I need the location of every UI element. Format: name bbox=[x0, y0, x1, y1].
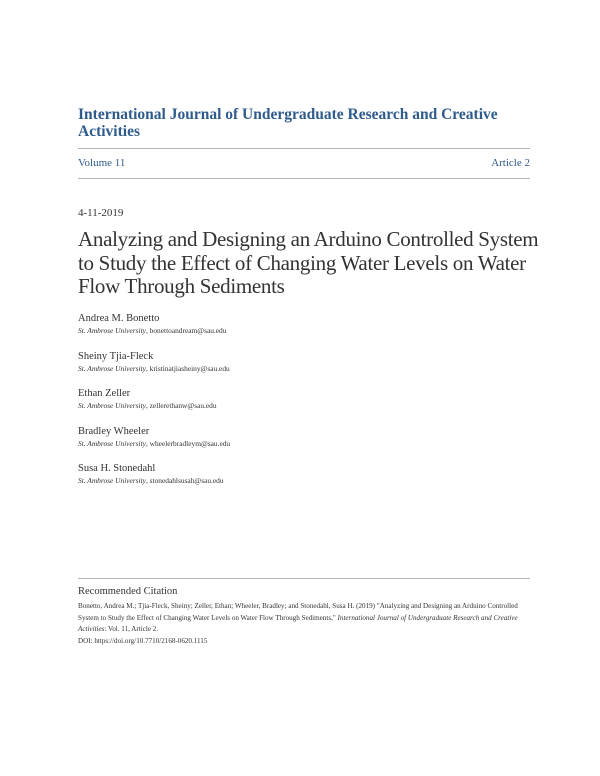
citation-doi[interactable]: DOI: https://doi.org/10.7710/2168-0620.1115 bbox=[78, 636, 208, 645]
author-university: St. Ambrose University bbox=[78, 363, 146, 373]
author-email: , wheelerbradleym@sau.edu bbox=[145, 438, 231, 448]
article-link[interactable]: Article 2 bbox=[491, 157, 530, 169]
recommended-citation-heading: Recommended Citation bbox=[78, 586, 178, 597]
citation-volume: : Vol. 11, Article 2. bbox=[104, 625, 159, 633]
author-entry bbox=[78, 462, 538, 500]
author-affiliation bbox=[78, 363, 538, 375]
author-name: Bradley Wheeler bbox=[78, 425, 150, 437]
author-university: St. Ambrose University bbox=[78, 326, 146, 335]
author-name: Ethan Zeller bbox=[78, 388, 131, 399]
header-divider bbox=[78, 178, 530, 179]
author-affiliation bbox=[78, 438, 538, 450]
author-entry bbox=[78, 312, 538, 350]
author-email: , stonedahlsusah@sau.edu bbox=[145, 476, 224, 485]
author-name: Andrea M. Bonetto bbox=[78, 313, 160, 324]
author-university: St. Ambrose University bbox=[78, 438, 146, 448]
top-divider bbox=[78, 148, 530, 149]
author-affiliation bbox=[78, 325, 538, 337]
volume-link[interactable]: Volume 11 bbox=[78, 157, 126, 169]
citation-journal: International Journal of Undergraduate Research and Creative Activities bbox=[78, 613, 518, 633]
author-university: St. Ambrose University bbox=[78, 401, 146, 410]
author-list bbox=[78, 312, 538, 500]
author-name: Susa H. Stonedahl bbox=[78, 463, 156, 474]
author-name: Sheiny Tjia-Fleck bbox=[78, 350, 154, 362]
author-university: St. Ambrose University bbox=[78, 476, 146, 485]
citation-divider bbox=[78, 578, 530, 579]
author-email: , zellerethanw@sau.edu bbox=[145, 401, 217, 410]
publication-date: 4-11-2019 bbox=[78, 207, 124, 219]
author-entry bbox=[78, 350, 538, 388]
author-email: , kristinatjiasheiny@sau.edu bbox=[145, 363, 230, 373]
journal-title[interactable]: International Journal of Undergraduate Research and Creative Activities bbox=[78, 106, 498, 140]
citation-body: Bonetto, Andrea M.; Tjia-Fleck, Sheiny; Zeller, Ethan; Wheeler, Bradley; and Stonedahl, Susa H. (2019) "Analyzing and Designing an Arduino Controlled System to Study the Effect of Changing Water Levels on Water Flow Through Sediments," bbox=[78, 602, 518, 622]
paper-title: Analyzing and Designing an Arduino Controlled System to Study the Effect of Changing Water Levels on Water Flow Through Sediments bbox=[78, 227, 539, 298]
author-entry bbox=[78, 425, 538, 463]
author-entry bbox=[78, 387, 538, 425]
author-affiliation bbox=[78, 400, 538, 412]
author-affiliation bbox=[78, 475, 538, 487]
citation-text bbox=[78, 601, 530, 647]
author-email: , bonettoandream@sau.edu bbox=[145, 326, 227, 335]
